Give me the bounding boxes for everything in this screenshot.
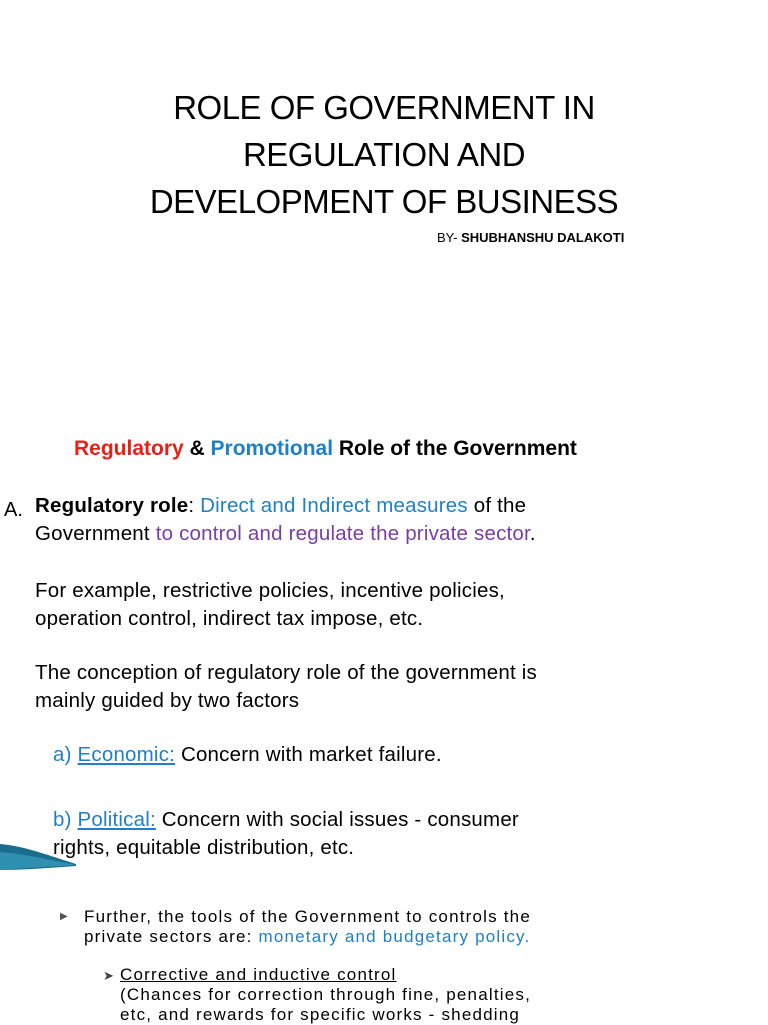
regulatory-role-paragraph bbox=[35, 492, 536, 548]
corrective-paragraph bbox=[120, 965, 531, 1025]
factor-a-text: Concern with market failure. bbox=[175, 743, 442, 766]
regulatory-measures: Direct and Indirect measures bbox=[200, 494, 468, 517]
conception-line-2: mainly guided by two factors bbox=[35, 689, 300, 712]
heading-promotional: Promotional bbox=[210, 437, 334, 460]
factor-b-prefix: b) bbox=[53, 808, 78, 831]
conception-paragraph bbox=[35, 659, 537, 715]
sub-bullet-arrow-icon: ➤ bbox=[103, 968, 114, 983]
author-name: SHUBHANSHU DALAKOTI bbox=[461, 230, 625, 245]
corrective-line-3: etc, and rewards for specific works - shedding bbox=[120, 1005, 521, 1024]
corrective-line-2: (Chances for correction through fine, penalties, bbox=[120, 985, 532, 1004]
example-line-1: For example, restrictive policies, incentive policies, bbox=[35, 579, 505, 602]
heading-amp: & bbox=[183, 437, 211, 460]
factor-b-label: Political: bbox=[77, 808, 156, 831]
title-line-3: DEVELOPMENT OF BUSINESS bbox=[149, 183, 619, 220]
section-marker: A. bbox=[4, 499, 23, 521]
slide-title bbox=[0, 84, 768, 225]
heading-regulatory: Regulatory bbox=[74, 437, 184, 460]
further-line-2-start: private sectors are: bbox=[84, 927, 259, 946]
bullet-triangle-icon: ▶ bbox=[60, 911, 68, 922]
corrective-label: Corrective and inductive control bbox=[120, 965, 397, 984]
regulatory-period: . bbox=[529, 522, 536, 545]
slide-heading bbox=[74, 437, 577, 461]
title-line-2: REGULATION AND bbox=[242, 136, 526, 173]
factor-a-prefix: a) bbox=[53, 743, 78, 766]
further-policy: monetary and budgetary policy. bbox=[258, 927, 531, 946]
regulatory-control-text: to control and regulate the private sector bbox=[155, 522, 530, 545]
further-paragraph bbox=[84, 907, 531, 947]
factor-political bbox=[53, 806, 519, 834]
factor-a-label: Economic: bbox=[77, 743, 176, 766]
factor-economic bbox=[53, 741, 442, 769]
decorative-swoosh bbox=[0, 838, 78, 872]
conception-line-1: The conception of regulatory role of the government is bbox=[35, 661, 537, 684]
example-line-2: operation control, indirect tax impose, etc. bbox=[35, 607, 424, 630]
regulatory-colon: : bbox=[188, 494, 201, 517]
factor-b-line-2: rights, equitable distribution, etc. bbox=[53, 836, 355, 859]
example-paragraph bbox=[35, 577, 505, 633]
regulatory-of-the: of the bbox=[467, 494, 527, 517]
byline bbox=[437, 230, 624, 245]
regulatory-line-1 bbox=[35, 492, 536, 520]
heading-rest: Role of the Government bbox=[333, 437, 577, 460]
regulatory-label: Regulatory role bbox=[35, 494, 189, 517]
regulatory-government: Government bbox=[35, 522, 156, 545]
further-line-1: Further, the tools of the Government to controls the bbox=[84, 907, 531, 926]
byline-prefix: BY- bbox=[437, 230, 462, 245]
factor-b-text: Concern with social issues - consumer bbox=[155, 808, 519, 831]
regulatory-line-2 bbox=[35, 520, 536, 548]
further-line-2 bbox=[84, 927, 531, 947]
title-line-1: ROLE OF GOVERNMENT IN bbox=[173, 89, 595, 126]
